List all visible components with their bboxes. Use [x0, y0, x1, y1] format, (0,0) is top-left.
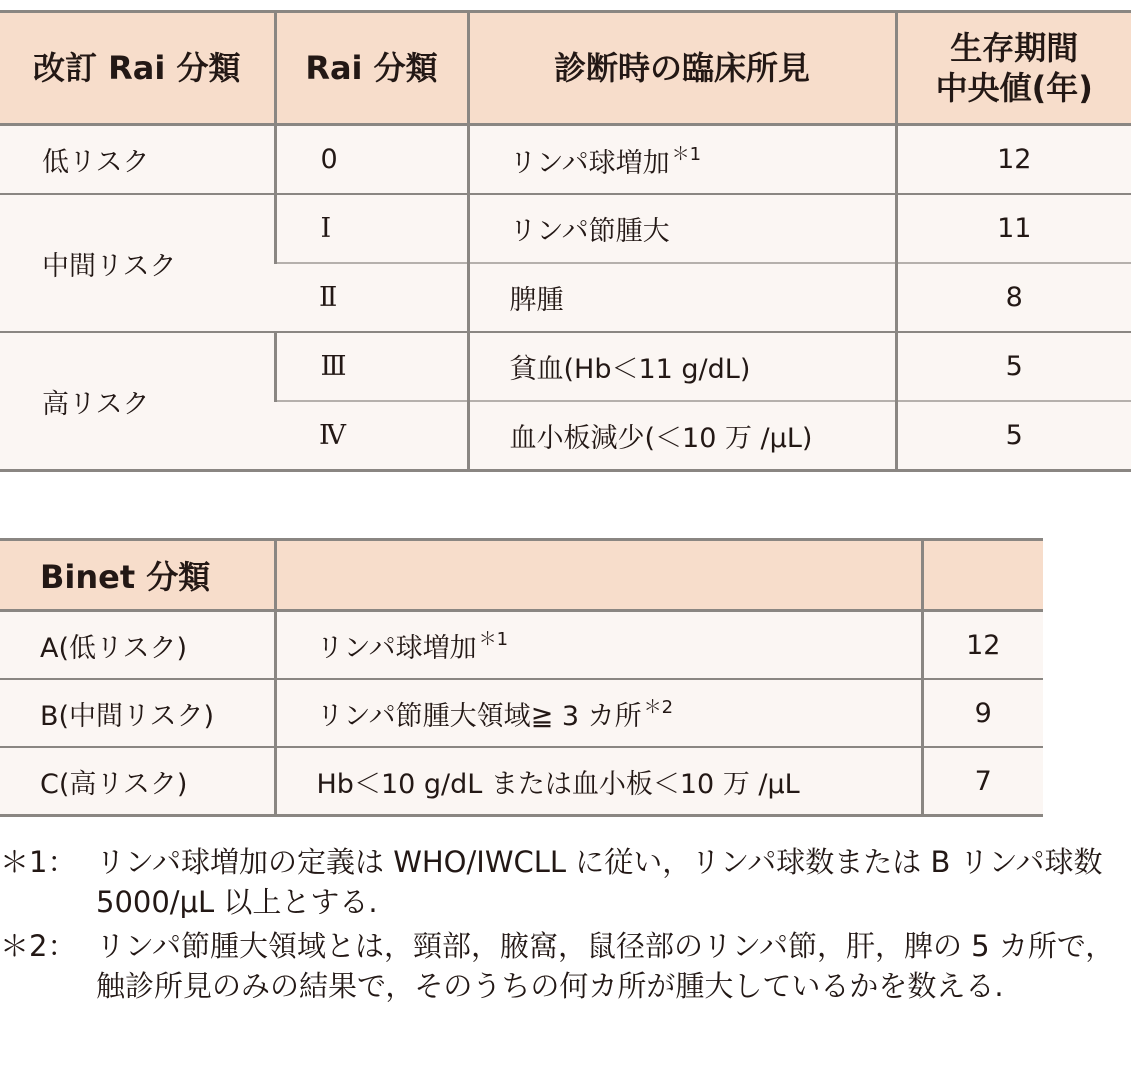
clinical-finding: リンパ節腫大: [468, 194, 896, 263]
rai-header-row: [0, 12, 1131, 125]
footnote-text: リンパ節腫大領域とは，頸部，腋窩，鼠径部のリンパ節，肝，脾の 5 カ所で，触診所見のみの結果で，そのうちの何カ所が腫大しているかを数える.: [96, 929, 1115, 1003]
footnote-mark: ＊2: [643, 697, 674, 718]
header-clinical-findings: 診断時の臨床所見: [468, 12, 896, 125]
median-survival-years: 11: [896, 194, 1131, 263]
footnote-marker: ＊2：: [0, 929, 77, 963]
median-survival-years: 9: [922, 679, 1043, 747]
risk-group-intermediate: 中間リスク: [0, 194, 275, 332]
header-median-survival: 生存期間 中央値(年): [896, 12, 1131, 125]
rai-stage: Ⅰ: [275, 194, 468, 263]
clinical-finding: リンパ球増加 $^{*1}$: [468, 125, 896, 195]
median-survival-years: 5: [896, 401, 1131, 471]
binet-header-row: [0, 540, 1043, 611]
footnote-mark: ＊1: [671, 143, 702, 165]
header-binet: Binet 分類: [0, 540, 275, 611]
clinical-finding: 脾腫: [468, 263, 896, 332]
rai-stage: 0: [275, 125, 468, 195]
header-empty: [275, 540, 922, 611]
clinical-finding: リンパ球増加 $^{*1}$: [275, 611, 922, 680]
median-survival-years: 12: [922, 611, 1043, 680]
header-rai: Rai 分類: [275, 12, 468, 125]
risk-group-high: 高リスク: [0, 332, 275, 471]
rai-classification-table: [0, 10, 1131, 472]
median-survival-years: 5: [896, 332, 1131, 401]
table-row: [0, 679, 1043, 747]
footnote: [0, 926, 1131, 1006]
rai-stage: Ⅳ: [275, 401, 468, 471]
footnote-mark: ＊1: [478, 629, 509, 650]
rai-stage: Ⅲ: [275, 332, 468, 401]
binet-class: A(低リスク): [0, 611, 275, 680]
clinical-finding: リンパ節腫大領域≧ 3 カ所 $^{*2}$: [275, 679, 922, 747]
table-row: [0, 611, 1043, 680]
footnotes: [0, 842, 1131, 1010]
rai-stage: Ⅱ: [275, 263, 468, 332]
clinical-finding: Hb＜10 g/dL または血小板＜10 万 /μL: [275, 747, 922, 816]
footnote: [0, 842, 1131, 922]
header-revised-rai: 改訂 Rai 分類: [0, 12, 275, 125]
header-empty: [922, 540, 1043, 611]
median-survival-years: 8: [896, 263, 1131, 332]
clinical-finding: 貧血(Hb＜11 g/dL): [468, 332, 896, 401]
footnote-text: リンパ球増加の定義は WHO/IWCLL に従い，リンパ球数または B リンパ球数 5000/μL 以上とする.: [96, 845, 1103, 919]
table-row: [0, 125, 1131, 195]
median-survival-years: 7: [922, 747, 1043, 816]
table-row: [0, 194, 1131, 263]
clinical-finding: 血小板減少(＜10 万 /μL): [468, 401, 896, 471]
table-row: [0, 332, 1131, 401]
risk-group-low: 低リスク: [0, 125, 275, 195]
binet-classification-table: [0, 538, 1043, 817]
binet-class: C(高リスク): [0, 747, 275, 816]
binet-class: B(中間リスク): [0, 679, 275, 747]
table-row: [0, 747, 1043, 816]
median-survival-years: 12: [896, 125, 1131, 195]
footnote-marker: ＊1：: [0, 845, 77, 879]
